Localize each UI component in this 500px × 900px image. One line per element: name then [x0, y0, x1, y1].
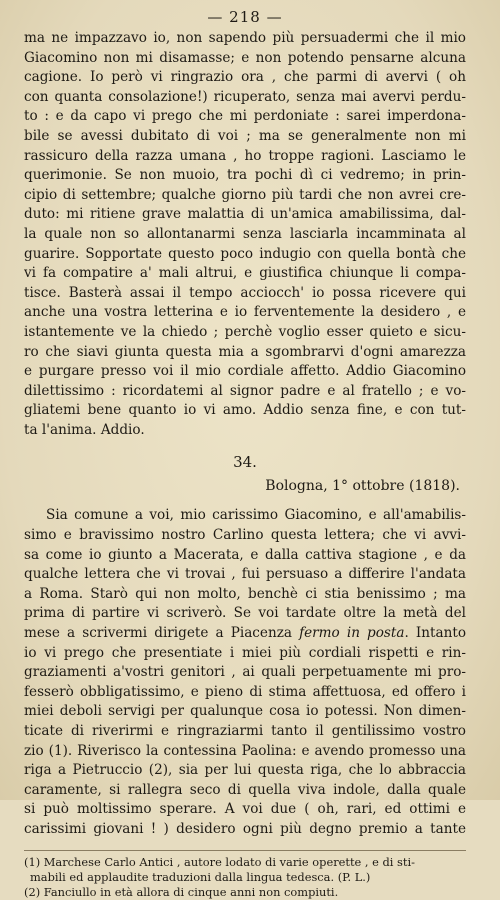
letter-number: 34.	[233, 453, 257, 472]
text-line: anche una vostra letterina e io ferventemente la desidero , e	[24, 304, 466, 321]
text-line: ta l'anima. Addio.	[24, 421, 145, 438]
text-line: to : e da capo vi prego che mi perdoniate : sarei imperdona-	[24, 108, 466, 125]
text-line: Sia comune a voi, mio carissimo Giacomino, e all'amabilis-	[46, 507, 466, 524]
text-line: fesserò obbligatissimo, e pieno di stima affettuosa, ed offero i	[24, 683, 466, 700]
text-line: graziamenti a'vostri genitori , ai quali perpetuamente mi pro-	[24, 664, 466, 681]
text-segment: mese a scrivermi dirigete a Piacenza	[24, 625, 300, 642]
text-line: cipio di settembre; qualche giorno più tardi che non avrei cre-	[24, 186, 466, 203]
text-segment: . Intanto	[404, 625, 466, 642]
text-line: qualche lettera che vi trovai , fui persuaso a differire l'andata	[24, 566, 466, 583]
text-line: la quale non so allontanarmi senza lasciarla incamminata al	[24, 225, 466, 242]
text-line: querimonie. Se non muoio, tra pochi dì ci vedremo; in prin-	[24, 167, 466, 184]
text-line: rassicuro della razza umana , ho troppe ragioni. Lasciamo le	[24, 147, 466, 164]
text-line: duto: mi ritiene grave malattia di un'amica amabilissima, dal-	[24, 206, 466, 223]
text-line: guarire. Sopportate questo poco indugio con quella bontà che	[24, 245, 466, 262]
footnotes	[24, 855, 466, 900]
text-line: io vi prego che presentiate i miei più cordiali rispetti e rin-	[24, 644, 466, 661]
text-line: istantemente ve la chiedo ; perchè voglio esser quieto e sicu-	[24, 323, 466, 340]
text-line: con quanta consolazione!) ricuperato, senza mai avervi perdu-	[24, 88, 466, 105]
text-line: caramente, si rallegra seco di quella viva indole, dalla quale	[24, 781, 466, 798]
text-line: cagione. Io però vi ringrazio ora , che parmi di avervi ( oh	[24, 69, 466, 86]
text-line: prima di partire vi scriverò. Se voi tardate oltre la metà del	[24, 605, 466, 622]
text-line: a Roma. Starò qui non molto, benchè ci stia benissimo ; ma	[24, 585, 466, 602]
text-line: gliatemi bene quanto io vi amo. Addio senza fine, e con tut-	[24, 402, 466, 419]
footnote-divider	[24, 850, 466, 851]
text-line: miei deboli servigi per qualunque cosa io potessi. Non dimen-	[24, 703, 466, 720]
text-line: sa come io giunto a Macerata, e dalla cattiva stagione , e da	[24, 546, 466, 563]
footnote-1: (1) Marchese Carlo Antici , autore lodato di varie operette , e di sti-	[24, 854, 415, 869]
body-text	[24, 29, 466, 840]
first-paragraph	[24, 29, 466, 440]
page-number: — 218 —	[207, 8, 283, 26]
footnote-1-continued: mabili ed applaudite traduzioni dalla lingua tedesca. (P. L.)	[30, 869, 371, 884]
italic-phrase: fermo in posta	[299, 625, 405, 642]
text-line: dilettissimo : ricordatemi al signor padre e al fratello ; e vo-	[24, 382, 466, 399]
text-line: ticate di riverirmi e ringraziarmi tanto il gentilissimo vostro	[24, 723, 466, 739]
text-line: Giacomino non mi disamasse; e non potendo pensarne alcuna	[24, 49, 466, 66]
text-line: ro che siavi giunta questa mia a sgombrarvi d'ogni amarezza	[24, 343, 466, 360]
text-line: carissimi giovani ! ) desidero ogni più degno premio a tante	[24, 820, 466, 837]
text-line: simo e bravissimo nostro Carlino questa lettera; che vi avvi-	[24, 527, 466, 544]
text-line: ma ne impazzavo io, non sapendo più persuadermi che il mio	[24, 30, 466, 46]
second-paragraph	[24, 506, 466, 839]
letter-dateline: Bologna, 1° ottobre (1818).	[265, 478, 460, 495]
text-line: bile se avessi dubitato di voi ; ma se generalmente non mi	[24, 127, 466, 144]
text-line: riga a Pietruccio (2), sia per lui questa riga, che lo abbraccia	[24, 762, 466, 779]
footnote-2: (2) Fanciullo in età allora di cinque anni non compiuti.	[24, 884, 339, 899]
text-line: vi fa compatire a' mali altrui, e giustifica chiunque li compa-	[24, 265, 466, 282]
text-line: zio (1). Riverisco la contessina Paolina: e avendo promesso una	[24, 742, 466, 759]
text-line: e purgare presso voi il mio cordiale affetto. Addio Giacomino	[24, 363, 466, 380]
text-line-with-italic	[24, 624, 466, 644]
text-line: si può moltissimo sperare. A voi due ( oh, rari, ed ottimi e	[24, 801, 466, 818]
text-line: tisce. Basterà assai il tempo acciocch' io possa ricevere qui	[24, 284, 466, 301]
